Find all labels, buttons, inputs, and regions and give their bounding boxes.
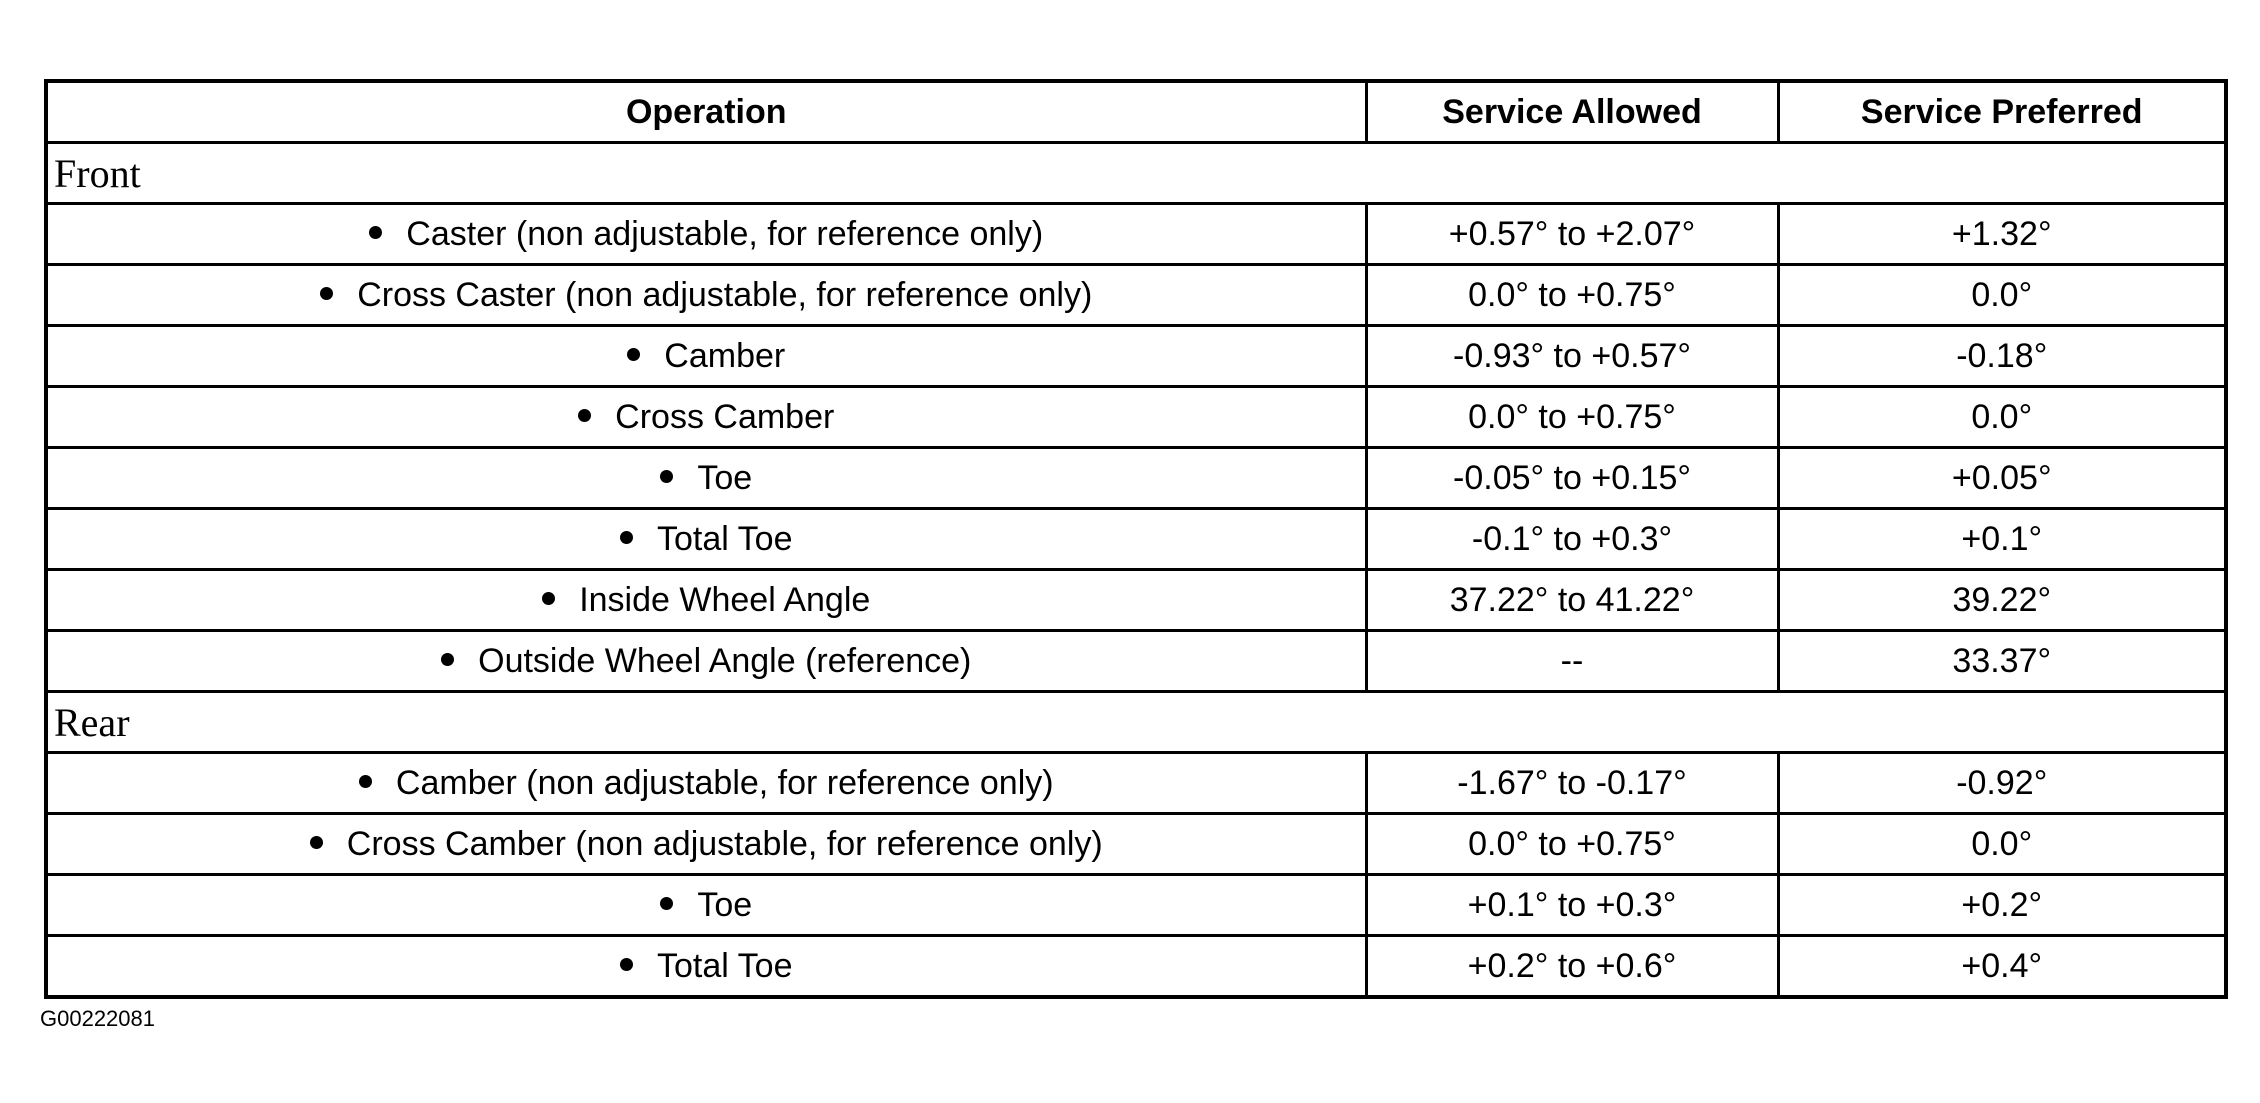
operation-label: Cross Camber (non adjustable, for reference only) (346, 824, 1103, 863)
bullet-icon (441, 653, 454, 666)
alignment-spec-table (44, 79, 2228, 999)
operation-label: Total Toe (657, 946, 793, 985)
service-allowed-cell: -0.1° to +0.3° (1366, 509, 1778, 570)
bullet-icon (310, 836, 323, 849)
table-row (46, 509, 2226, 570)
table-row (46, 570, 2226, 631)
table-row (46, 875, 2226, 936)
service-allowed-cell: 0.0° to +0.75° (1366, 387, 1778, 448)
bullet-icon (627, 348, 640, 361)
table-row (46, 814, 2226, 875)
operation-label: Toe (697, 885, 753, 924)
figure-id-label: G00222081 (40, 1006, 155, 1031)
operation-cell (46, 326, 1366, 387)
service-allowed-cell: -- (1366, 631, 1778, 692)
operation-cell (46, 448, 1366, 509)
bullet-icon (660, 897, 673, 910)
operation-label: Cross Caster (non adjustable, for reference only) (357, 275, 1093, 314)
service-allowed-cell: 37.22° to 41.22° (1366, 570, 1778, 631)
table-row (46, 631, 2226, 692)
header-operation: Operation (46, 81, 1366, 143)
operation-cell (46, 204, 1366, 265)
operation-cell (46, 631, 1366, 692)
table-row (46, 204, 2226, 265)
service-allowed-cell: -0.93° to +0.57° (1366, 326, 1778, 387)
service-preferred-cell: +1.32° (1778, 204, 2226, 265)
service-allowed-cell: +0.57° to +2.07° (1366, 204, 1778, 265)
operation-label: Cross Camber (615, 397, 835, 436)
table-row (46, 387, 2226, 448)
service-preferred-cell: 0.0° (1778, 265, 2226, 326)
operation-label: Camber (non adjustable, for reference only) (395, 763, 1054, 802)
service-preferred-cell: +0.1° (1778, 509, 2226, 570)
operation-label: Total Toe (657, 519, 793, 558)
service-preferred-cell: 39.22° (1778, 570, 2226, 631)
bullet-icon (620, 531, 633, 544)
service-allowed-cell: -0.05° to +0.15° (1366, 448, 1778, 509)
operation-cell (46, 570, 1366, 631)
operation-label: Inside Wheel Angle (579, 580, 871, 619)
section-row-rear (46, 692, 2226, 753)
service-preferred-cell: +0.2° (1778, 875, 2226, 936)
header-service-allowed: Service Allowed (1366, 81, 1778, 143)
service-allowed-cell: -1.67° to -0.17° (1366, 753, 1778, 814)
bullet-icon (578, 409, 591, 422)
section-label-front: Front (46, 143, 2226, 204)
operation-label: Caster (non adjustable, for reference only) (406, 214, 1044, 253)
operation-cell (46, 509, 1366, 570)
bullet-icon (620, 958, 633, 971)
table-row (46, 936, 2226, 998)
operation-cell (46, 875, 1366, 936)
service-allowed-cell: 0.0° to +0.75° (1366, 265, 1778, 326)
header-row (46, 81, 2226, 143)
table-row (46, 448, 2226, 509)
bullet-icon (320, 287, 333, 300)
table-row (46, 265, 2226, 326)
table-row (46, 753, 2226, 814)
bullet-icon (542, 592, 555, 605)
operation-cell (46, 936, 1366, 998)
service-preferred-cell: +0.05° (1778, 448, 2226, 509)
service-preferred-cell: 33.37° (1778, 631, 2226, 692)
service-preferred-cell: -0.18° (1778, 326, 2226, 387)
operation-cell (46, 814, 1366, 875)
bullet-icon (660, 470, 673, 483)
operation-label: Camber (664, 336, 786, 375)
section-row-front (46, 143, 2226, 204)
section-label-rear: Rear (46, 692, 2226, 753)
service-preferred-cell: 0.0° (1778, 814, 2226, 875)
operation-cell (46, 387, 1366, 448)
bullet-icon (369, 226, 382, 239)
service-preferred-cell: 0.0° (1778, 387, 2226, 448)
service-preferred-cell: +0.4° (1778, 936, 2226, 998)
service-preferred-cell: -0.92° (1778, 753, 2226, 814)
service-allowed-cell: +0.1° to +0.3° (1366, 875, 1778, 936)
operation-cell (46, 265, 1366, 326)
service-allowed-cell: 0.0° to +0.75° (1366, 814, 1778, 875)
header-service-preferred: Service Preferred (1778, 81, 2226, 143)
operation-cell (46, 753, 1366, 814)
operation-label: Toe (697, 458, 753, 497)
service-allowed-cell: +0.2° to +0.6° (1366, 936, 1778, 998)
operation-label: Outside Wheel Angle (reference) (478, 641, 972, 680)
table-row (46, 326, 2226, 387)
bullet-icon (359, 775, 372, 788)
